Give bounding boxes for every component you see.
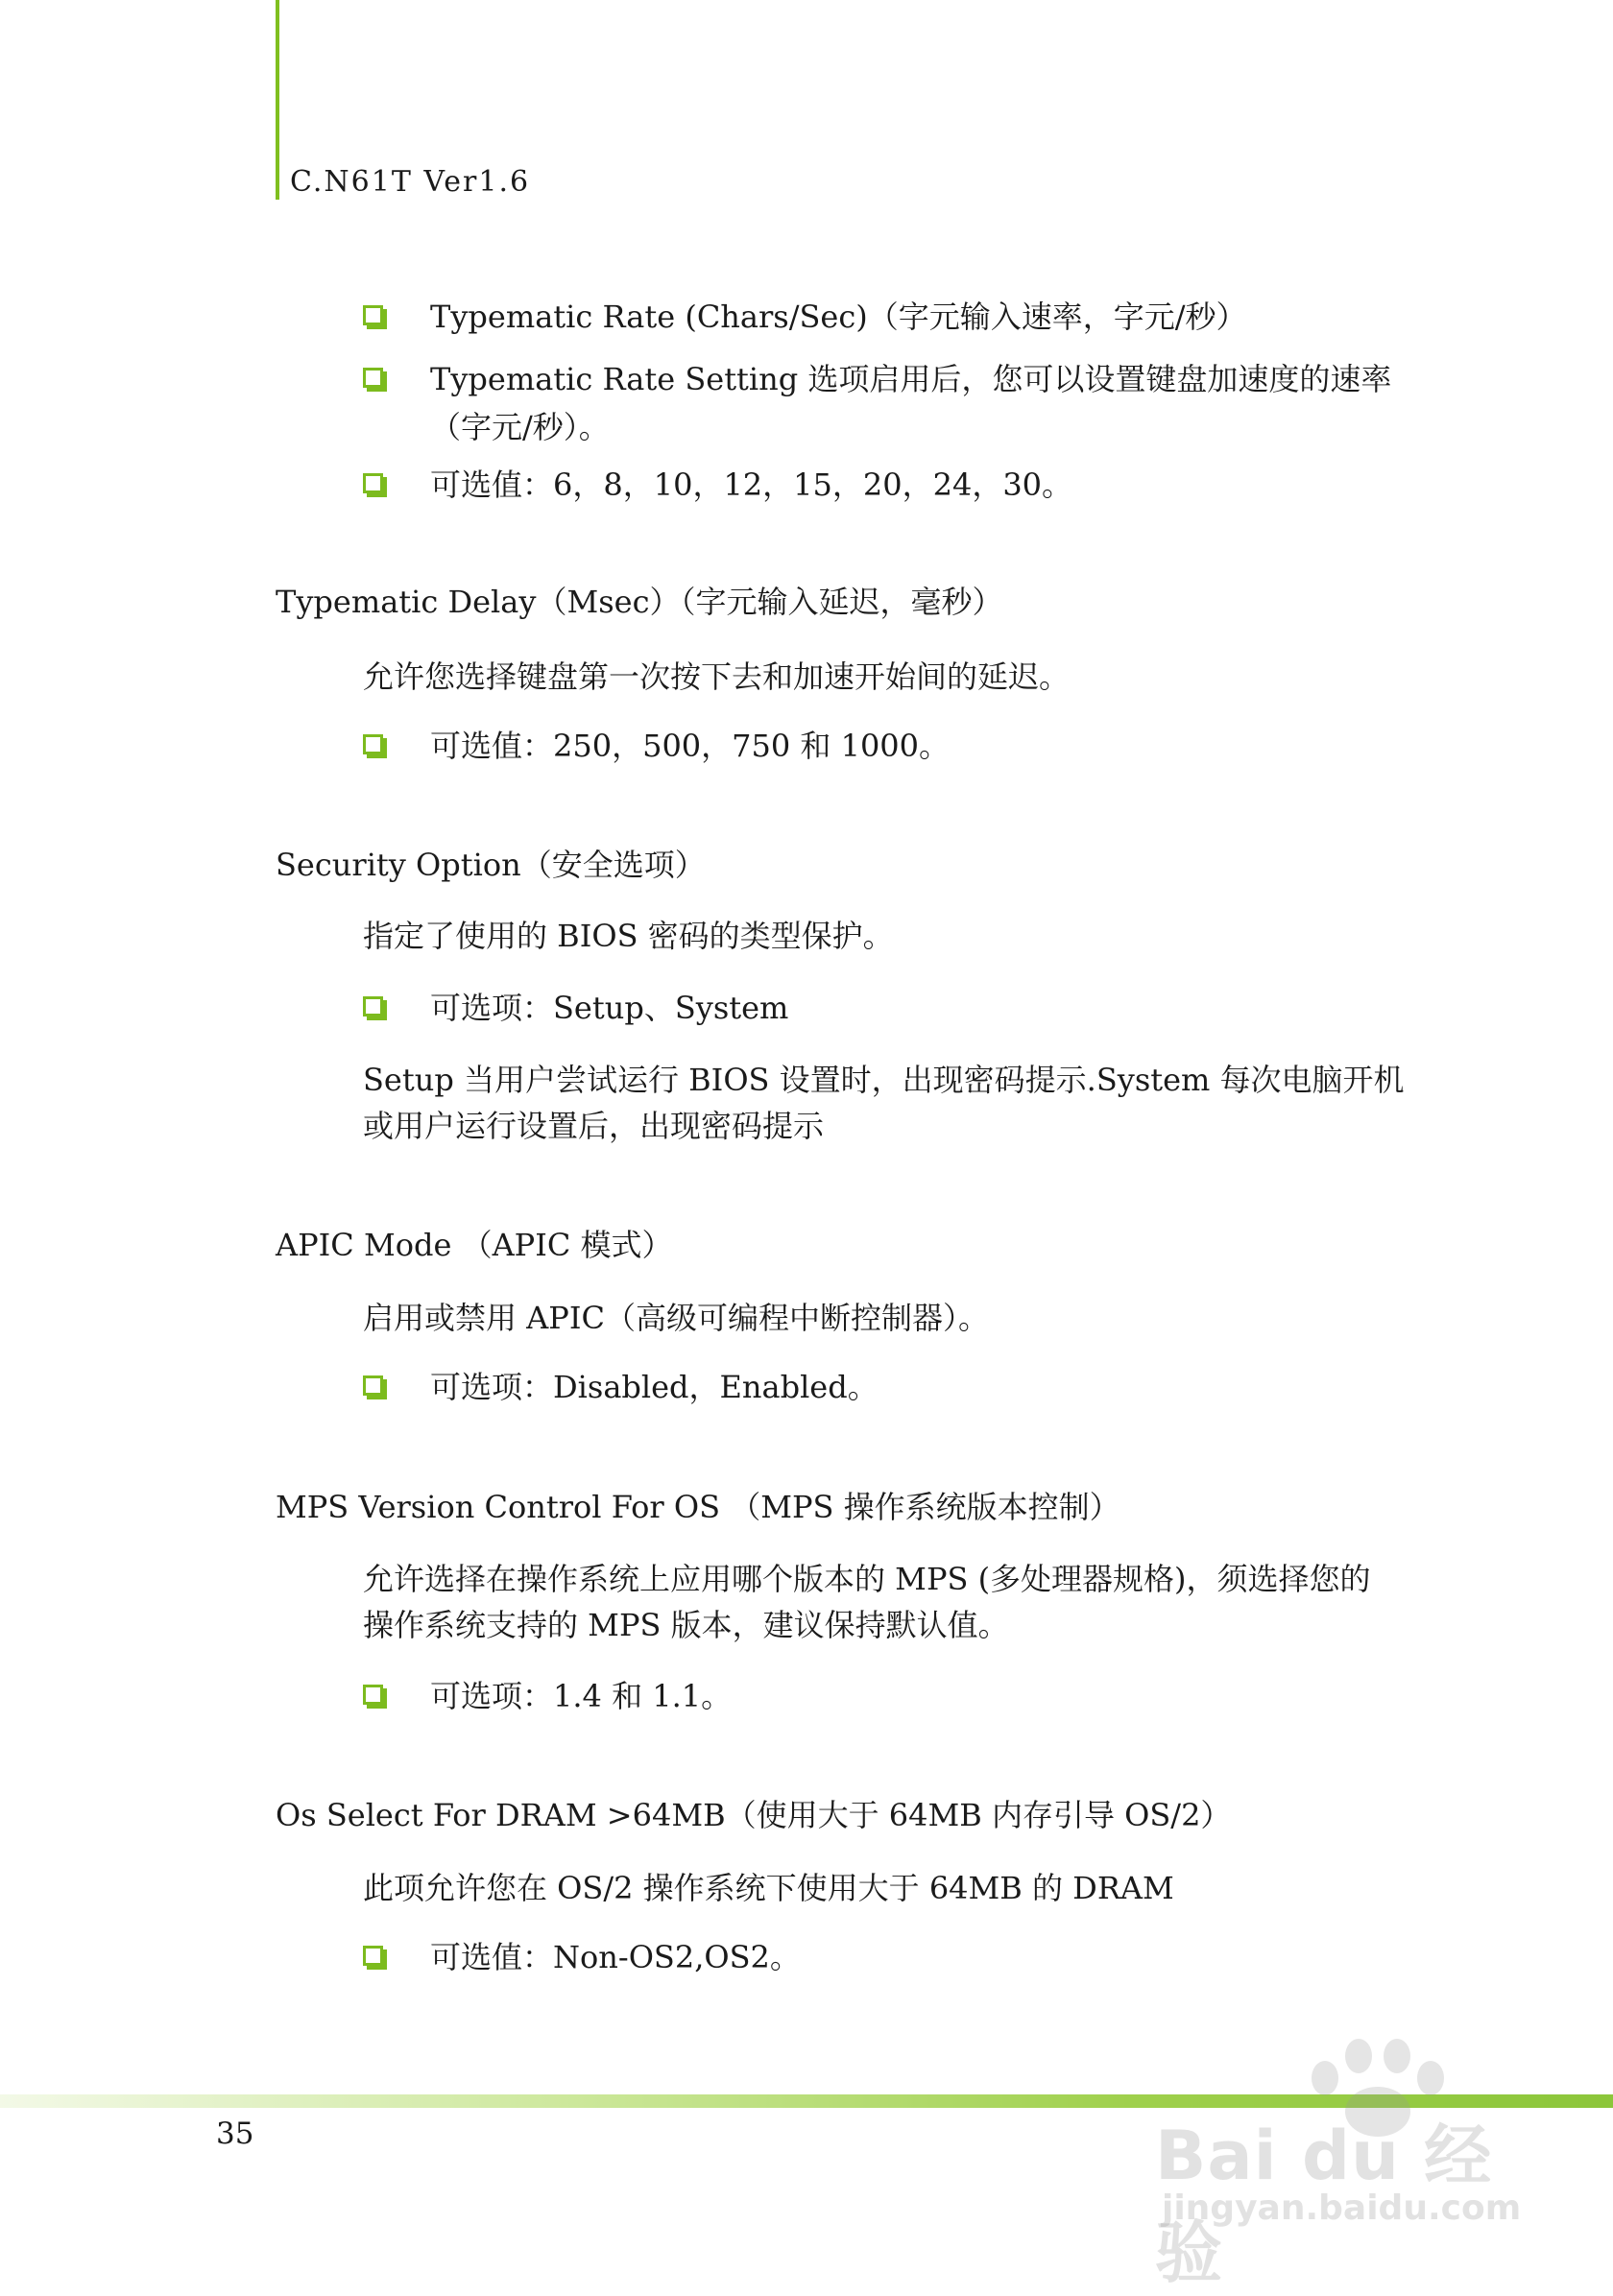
section-heading-apic-mode: APIC Mode （APIC 模式） (276, 1227, 673, 1263)
baidu-watermark (1147, 2035, 1551, 2292)
list-item: Typematic Rate Setting 选项启用后，您可以设置键盘加速度的速率（字元/秒）。 (363, 355, 1448, 451)
list-item: 可选项：Setup、System (363, 984, 1448, 1032)
section-heading-os-select: Os Select For DRAM >64MB（使用大于 64MB 内存引导 OS/2） (276, 1797, 1232, 1833)
checkbox-bullet-icon (363, 473, 383, 493)
header-accent-bar (276, 0, 279, 200)
checkbox-bullet-icon (363, 996, 383, 1016)
section-note: Setup 当用户尝试运行 BIOS 设置时，出现密码提示.System 每次电脑开机 (363, 1062, 1405, 1098)
list-item: 可选值：Non-OS2,OS2。 (363, 1933, 1448, 1981)
checkbox-bullet-icon (363, 1375, 383, 1396)
checkbox-bullet-icon (363, 368, 383, 388)
section-description: 此项允许您在 OS/2 操作系统下使用大于 64MB 的 DRAM (363, 1870, 1174, 1906)
section-description: 操作系统支持的 MPS 版本，建议保持默认值。 (363, 1607, 1009, 1643)
watermark-brand: Bai du 经验 (1155, 2117, 1493, 2292)
section-description: 指定了使用的 BIOS 密码的类型保护。 (363, 918, 894, 954)
section-description: 启用或禁用 APIC（高级可编程中断控制器）。 (363, 1300, 989, 1336)
checkbox-bullet-icon (363, 1946, 383, 1966)
section-heading-security-option: Security Option（安全选项） (276, 847, 706, 883)
checkbox-bullet-icon (363, 1685, 383, 1705)
checkbox-bullet-icon (363, 305, 383, 325)
section-description: 允许您选择键盘第一次按下去和加速开始间的延迟。 (363, 658, 1071, 695)
checkbox-bullet-icon (363, 734, 383, 754)
section-heading-mps-version: MPS Version Control For OS （MPS 操作系统版本控制） (276, 1489, 1120, 1525)
list-item: 可选值：250，500，750 和 1000。 (363, 722, 1448, 770)
list-item: 可选项：1.4 和 1.1。 (363, 1672, 1448, 1720)
list-item: 可选值：6，8，10，12，15，20，24，30。 (363, 461, 1448, 509)
page-number: 35 (216, 2117, 254, 2151)
list-item: 可选项：Disabled，Enabled。 (363, 1363, 1448, 1411)
section-note: 或用户运行设置后，出现密码提示 (363, 1108, 825, 1144)
watermark-url: jingyan.baidu.com (1162, 2188, 1522, 2228)
section-description: 允许选择在操作系统上应用哪个版本的 MPS (多处理器规格)，须选择您的 (363, 1561, 1371, 1597)
document-id: C.N61T Ver1.6 (290, 165, 531, 199)
section-heading-typematic-delay: Typematic Delay（Msec）（字元输入延迟，毫秒） (276, 584, 1003, 620)
list-item: Typematic Rate (Chars/Sec)（字元输入速率，字元/秒） (363, 293, 1448, 341)
